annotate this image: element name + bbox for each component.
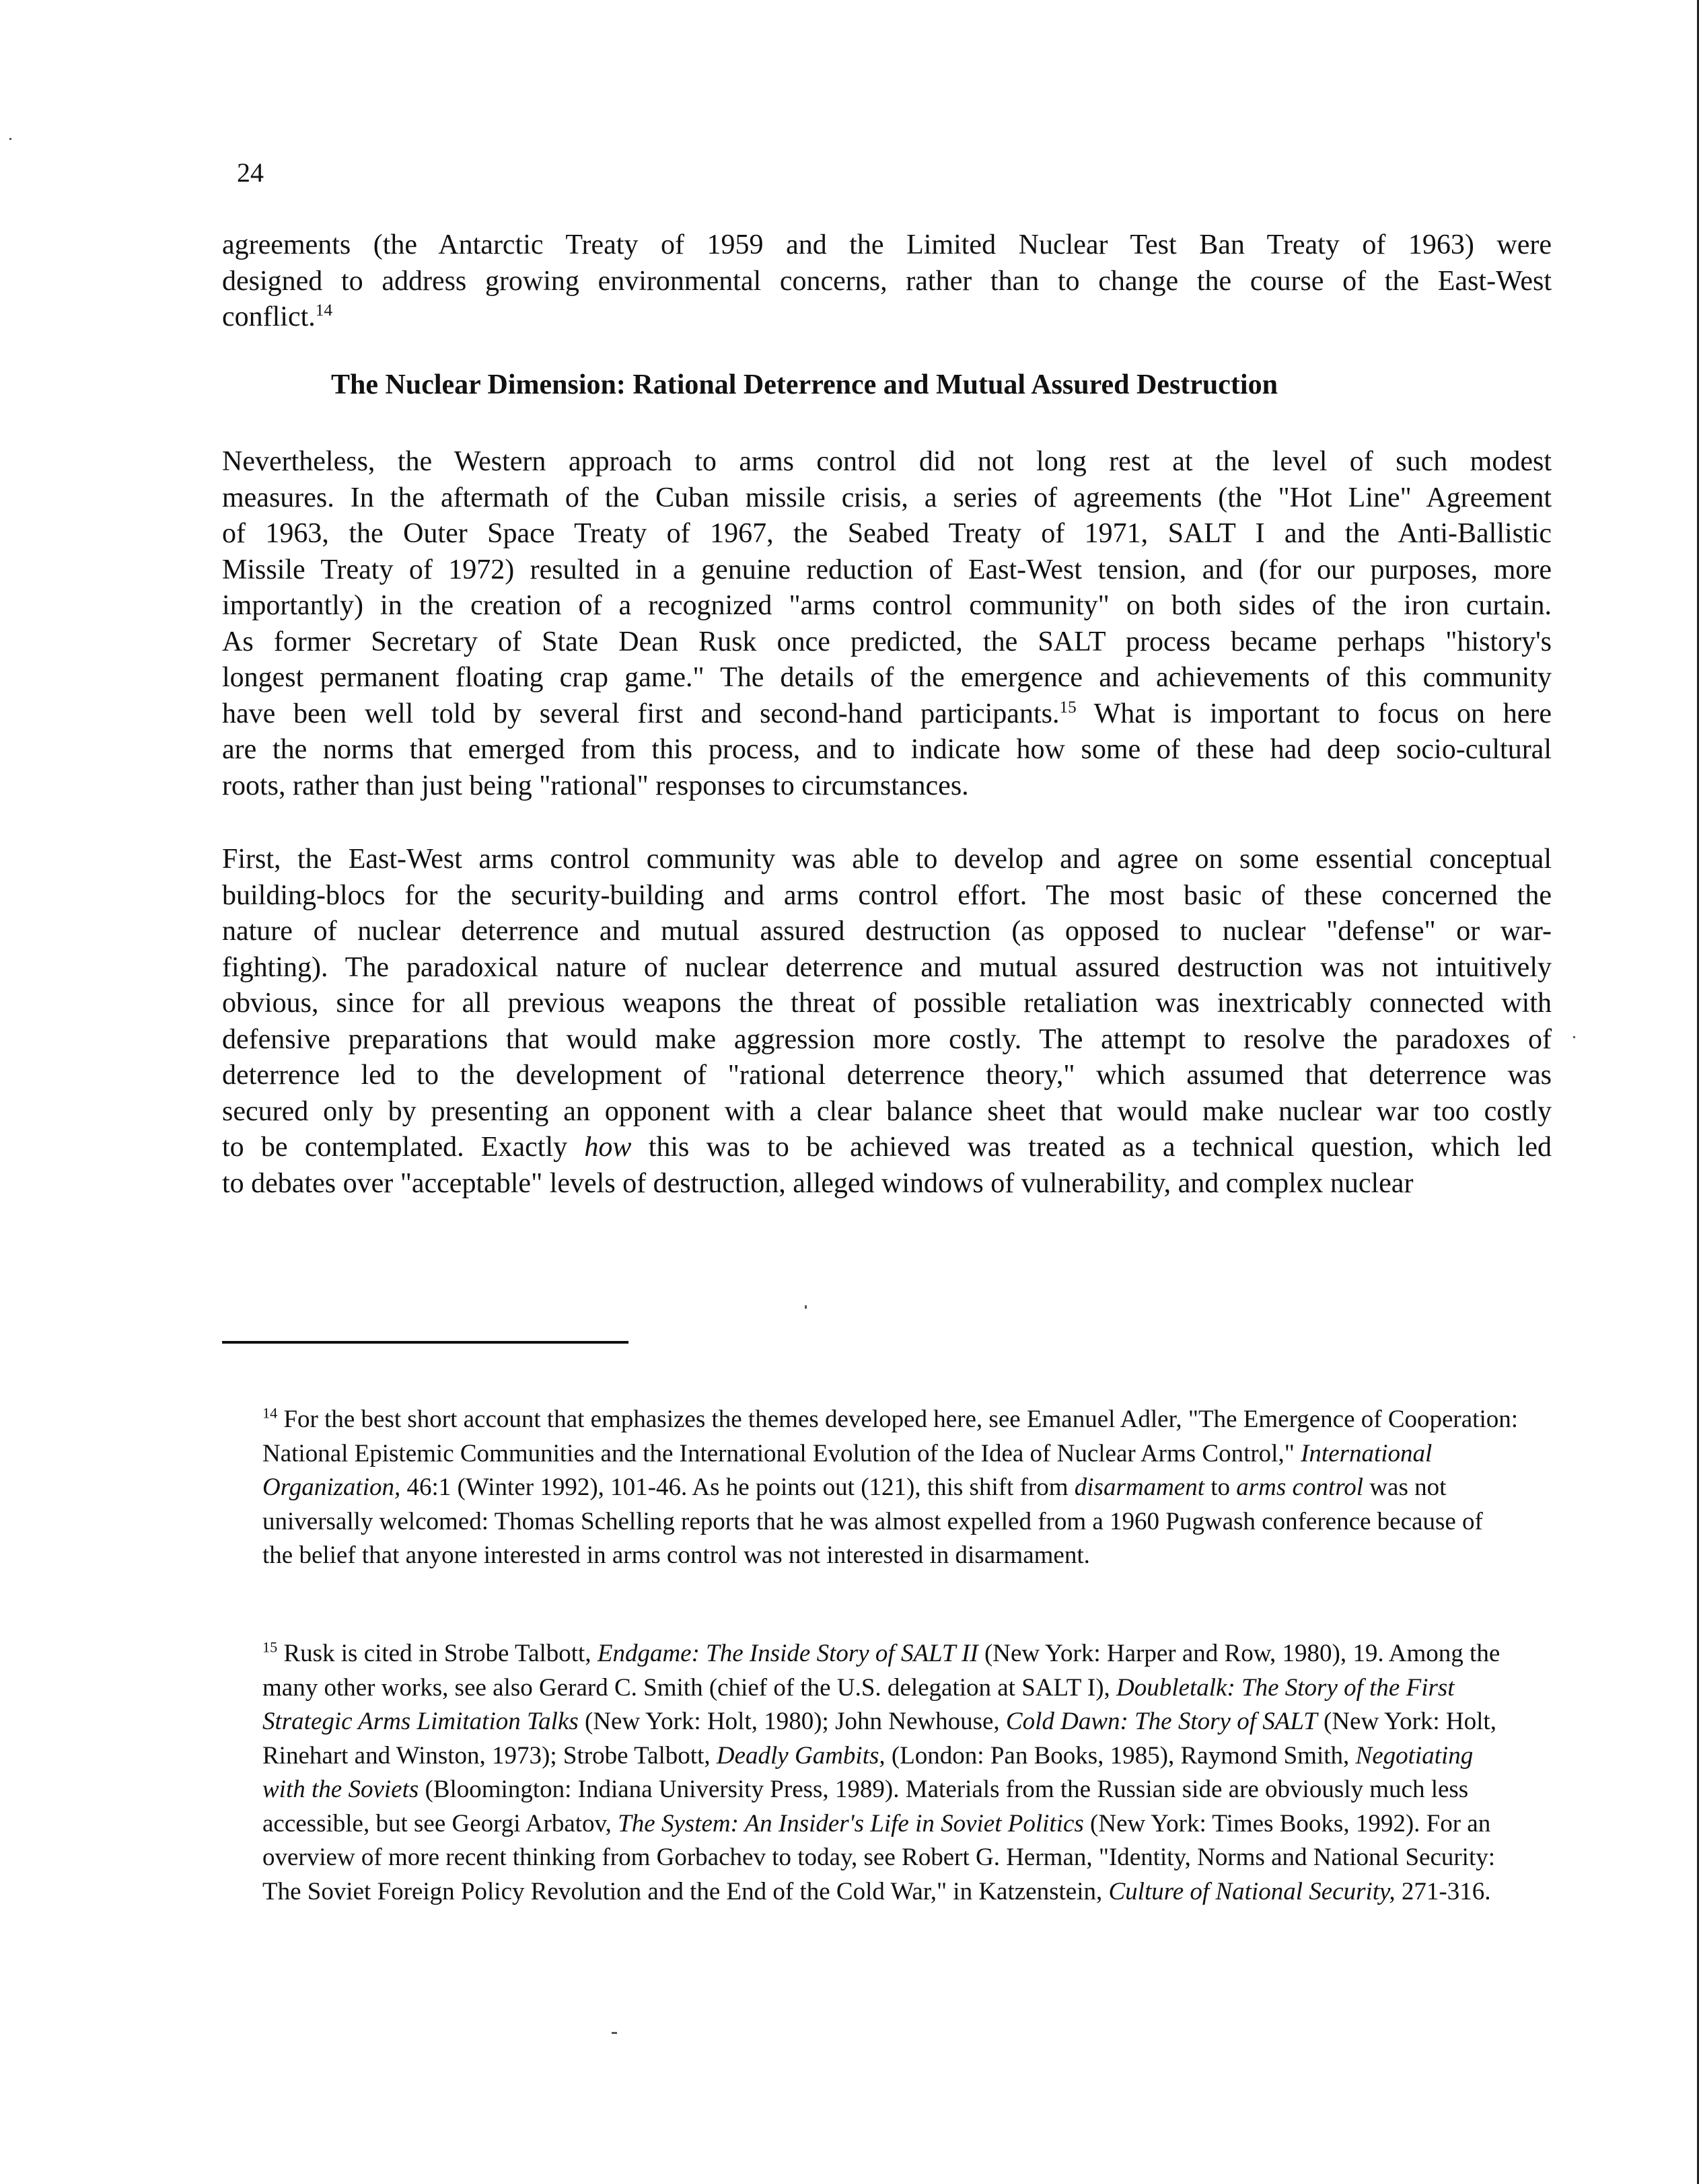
text-span: (Bloomington: Indiana University Press, 1989). Materials from the Russian side are obviously much less accessible, but see Georgi Arbatov,	[262, 1776, 1469, 1837]
text-span: (New York: Times Books, 1992). For an overview of more recent thinking from Gorbachev to today, see Robert G. Herman, "Identity, Norms and National Security: The Soviet Foreign Policy Revolution and the End of the Cold War," in Katzenstein,	[262, 1809, 1496, 1905]
text-line: designed to address growing environmental concerns, rather than to change the course of the East-West	[222, 265, 1552, 297]
text-line: longest permanent floating crap game." The details of the emergence and achievements of this community	[222, 662, 1552, 693]
text-line	[222, 299, 1552, 336]
text-span: For the best short account that emphasizes the themes developed here, see Emanuel Adler, "The Emergence of Cooperation: National Epistemic Communities and the International Evolution of the Idea of Nuclear Arms Control,"	[262, 1406, 1519, 1467]
text-span: this was to be achieved was treated as a technical question, which led	[631, 1132, 1552, 1163]
text-span: conflict.	[222, 301, 316, 332]
citation-title: Cold Dawn: The Story of SALT	[1005, 1708, 1317, 1735]
text-span: have been well told by several first and second-hand participants.	[222, 698, 1060, 729]
text-line: importantly) in the creation of a recognized "arms control community" on both sides of the iron curtain.	[222, 590, 1552, 621]
emphasis: arms control	[1236, 1473, 1364, 1501]
footnote-number: 15	[262, 1638, 278, 1656]
section-heading: The Nuclear Dimension: Rational Deterrence and Mutual Assured Destruction	[331, 369, 1278, 400]
text-line: First, the East-West arms control community was able to develop and agree on some essential conceptual	[222, 844, 1552, 875]
page-number: 24	[237, 157, 264, 188]
text-span: (New York: Harper and Row, 1980), 19. Among the many other works, see also Gerard C. Smith (chief of the U.S. delegation at SALT I),	[262, 1640, 1501, 1702]
footnote-ref-15[interactable]: 15	[1059, 698, 1077, 717]
text-line: nature of nuclear deterrence and mutual assured destruction (as opposed to nuclear "defense" or war-	[222, 916, 1552, 947]
text-span: to	[1204, 1473, 1237, 1501]
text-span: to be contemplated. Exactly	[222, 1132, 585, 1163]
citation-title: Deadly Gambits,	[716, 1741, 885, 1770]
citation-title: Endgame: The Inside Story of SALT II	[597, 1640, 978, 1667]
text-line: Nevertheless, the Western approach to arms control did not long rest at the level of such modest	[222, 446, 1552, 477]
text-line: of 1963, the Outer Space Treaty of 1967, the Seabed Treaty of 1971, SALT I and the Anti-Ballistic	[222, 518, 1552, 549]
citation-title: Doubletalk: The Story of the First Strategic Arms Limitation Talks	[262, 1673, 1455, 1735]
citation-title: The System: An Insider's Life in Soviet Politics	[618, 1809, 1084, 1837]
emphasis: how	[584, 1132, 632, 1163]
text-line: building-blocs for the security-building and arms control effort. The most basic of these concerned the	[222, 879, 1552, 911]
scan-speck	[612, 2032, 617, 2034]
text-line: Missile Treaty of 1972) resulted in a genuine reduction of East-West tension, and (for our purposes, more	[222, 554, 1552, 585]
text-line: As former Secretary of State Dean Rusk once predicted, the SALT process became perhaps "history's	[222, 626, 1552, 657]
footnote-14	[217, 1403, 1519, 1573]
intro-paragraph	[222, 227, 1552, 336]
citation-title: International Organization,	[262, 1439, 1433, 1501]
text-line: measures. In the aftermath of the Cuban missile crisis, a series of agreements (the "Hot Line" Agreement	[222, 482, 1552, 513]
text-span: What is important to focus on here	[1076, 698, 1552, 729]
footnote-15	[217, 1637, 1519, 1909]
footnote-ref-14[interactable]: 14	[315, 301, 332, 320]
text-span: 46:1 (Winter 1992), 101-46. As he points out (121), this shift from	[400, 1473, 1075, 1501]
text-line	[222, 696, 1552, 733]
paragraph-1	[222, 444, 1552, 804]
citation-title: Culture of National Security,	[1108, 1877, 1396, 1905]
text-span: Rusk is cited in Strobe Talbott,	[277, 1640, 598, 1667]
footnote-number: 14	[262, 1404, 278, 1422]
text-line: are the norms that emerged from this process, and to indicate how some of these had deep socio-cultural	[222, 734, 1552, 765]
citation-title: Negotiating with the Soviets	[262, 1741, 1474, 1803]
footnote-divider	[222, 1341, 628, 1344]
text-span: was not universally welcomed: Thomas Schelling reports that he was almost expelled from a 1960 Pugwash conference because of the belief that anyone interested in arms control was not interested in disarmament.	[262, 1473, 1483, 1569]
text-line: obvious, since for all previous weapons the threat of possible retaliation was inextricably connected with	[222, 988, 1552, 1019]
text-span: 271-316.	[1395, 1877, 1491, 1905]
scan-speck	[1573, 1036, 1575, 1038]
footnote-text	[217, 1637, 1519, 1909]
text-span: (New York: Holt, Rinehart and Winston, 1973); Strobe Talbott,	[262, 1708, 1496, 1770]
text-line	[222, 1130, 1552, 1166]
scan-speck	[9, 138, 11, 140]
footnote-text	[217, 1403, 1519, 1573]
emphasis: disarmament	[1074, 1473, 1204, 1501]
text-line: secured only by presenting an opponent with a clear balance sheet that would make nuclear war too costly	[222, 1095, 1552, 1127]
text-line: agreements (the Antarctic Treaty of 1959 and the Limited Nuclear Test Ban Treaty of 1963) were	[222, 229, 1552, 260]
text-line: fighting). The paradoxical nature of nuclear deterrence and mutual assured destruction was not intuitively	[222, 951, 1552, 983]
text-line: defensive preparations that would make aggression more costly. The attempt to resolve the paradoxes of	[222, 1023, 1552, 1055]
text-line: deterrence led to the development of "rational deterrence theory," which assumed that deterrence was	[222, 1060, 1552, 1091]
text-span: (New York: Holt, 1980); John Newhouse,	[578, 1708, 1006, 1735]
text-line: to debates over "acceptable" levels of destruction, alleged windows of vulnerability, and complex nuclear	[222, 1167, 1414, 1199]
scan-speck	[805, 1305, 807, 1309]
paragraph-2	[222, 842, 1552, 1202]
text-line: roots, rather than just being "rational" responses to circumstances.	[222, 770, 969, 801]
text-span: (London: Pan Books, 1985), Raymond Smith,	[885, 1741, 1356, 1770]
